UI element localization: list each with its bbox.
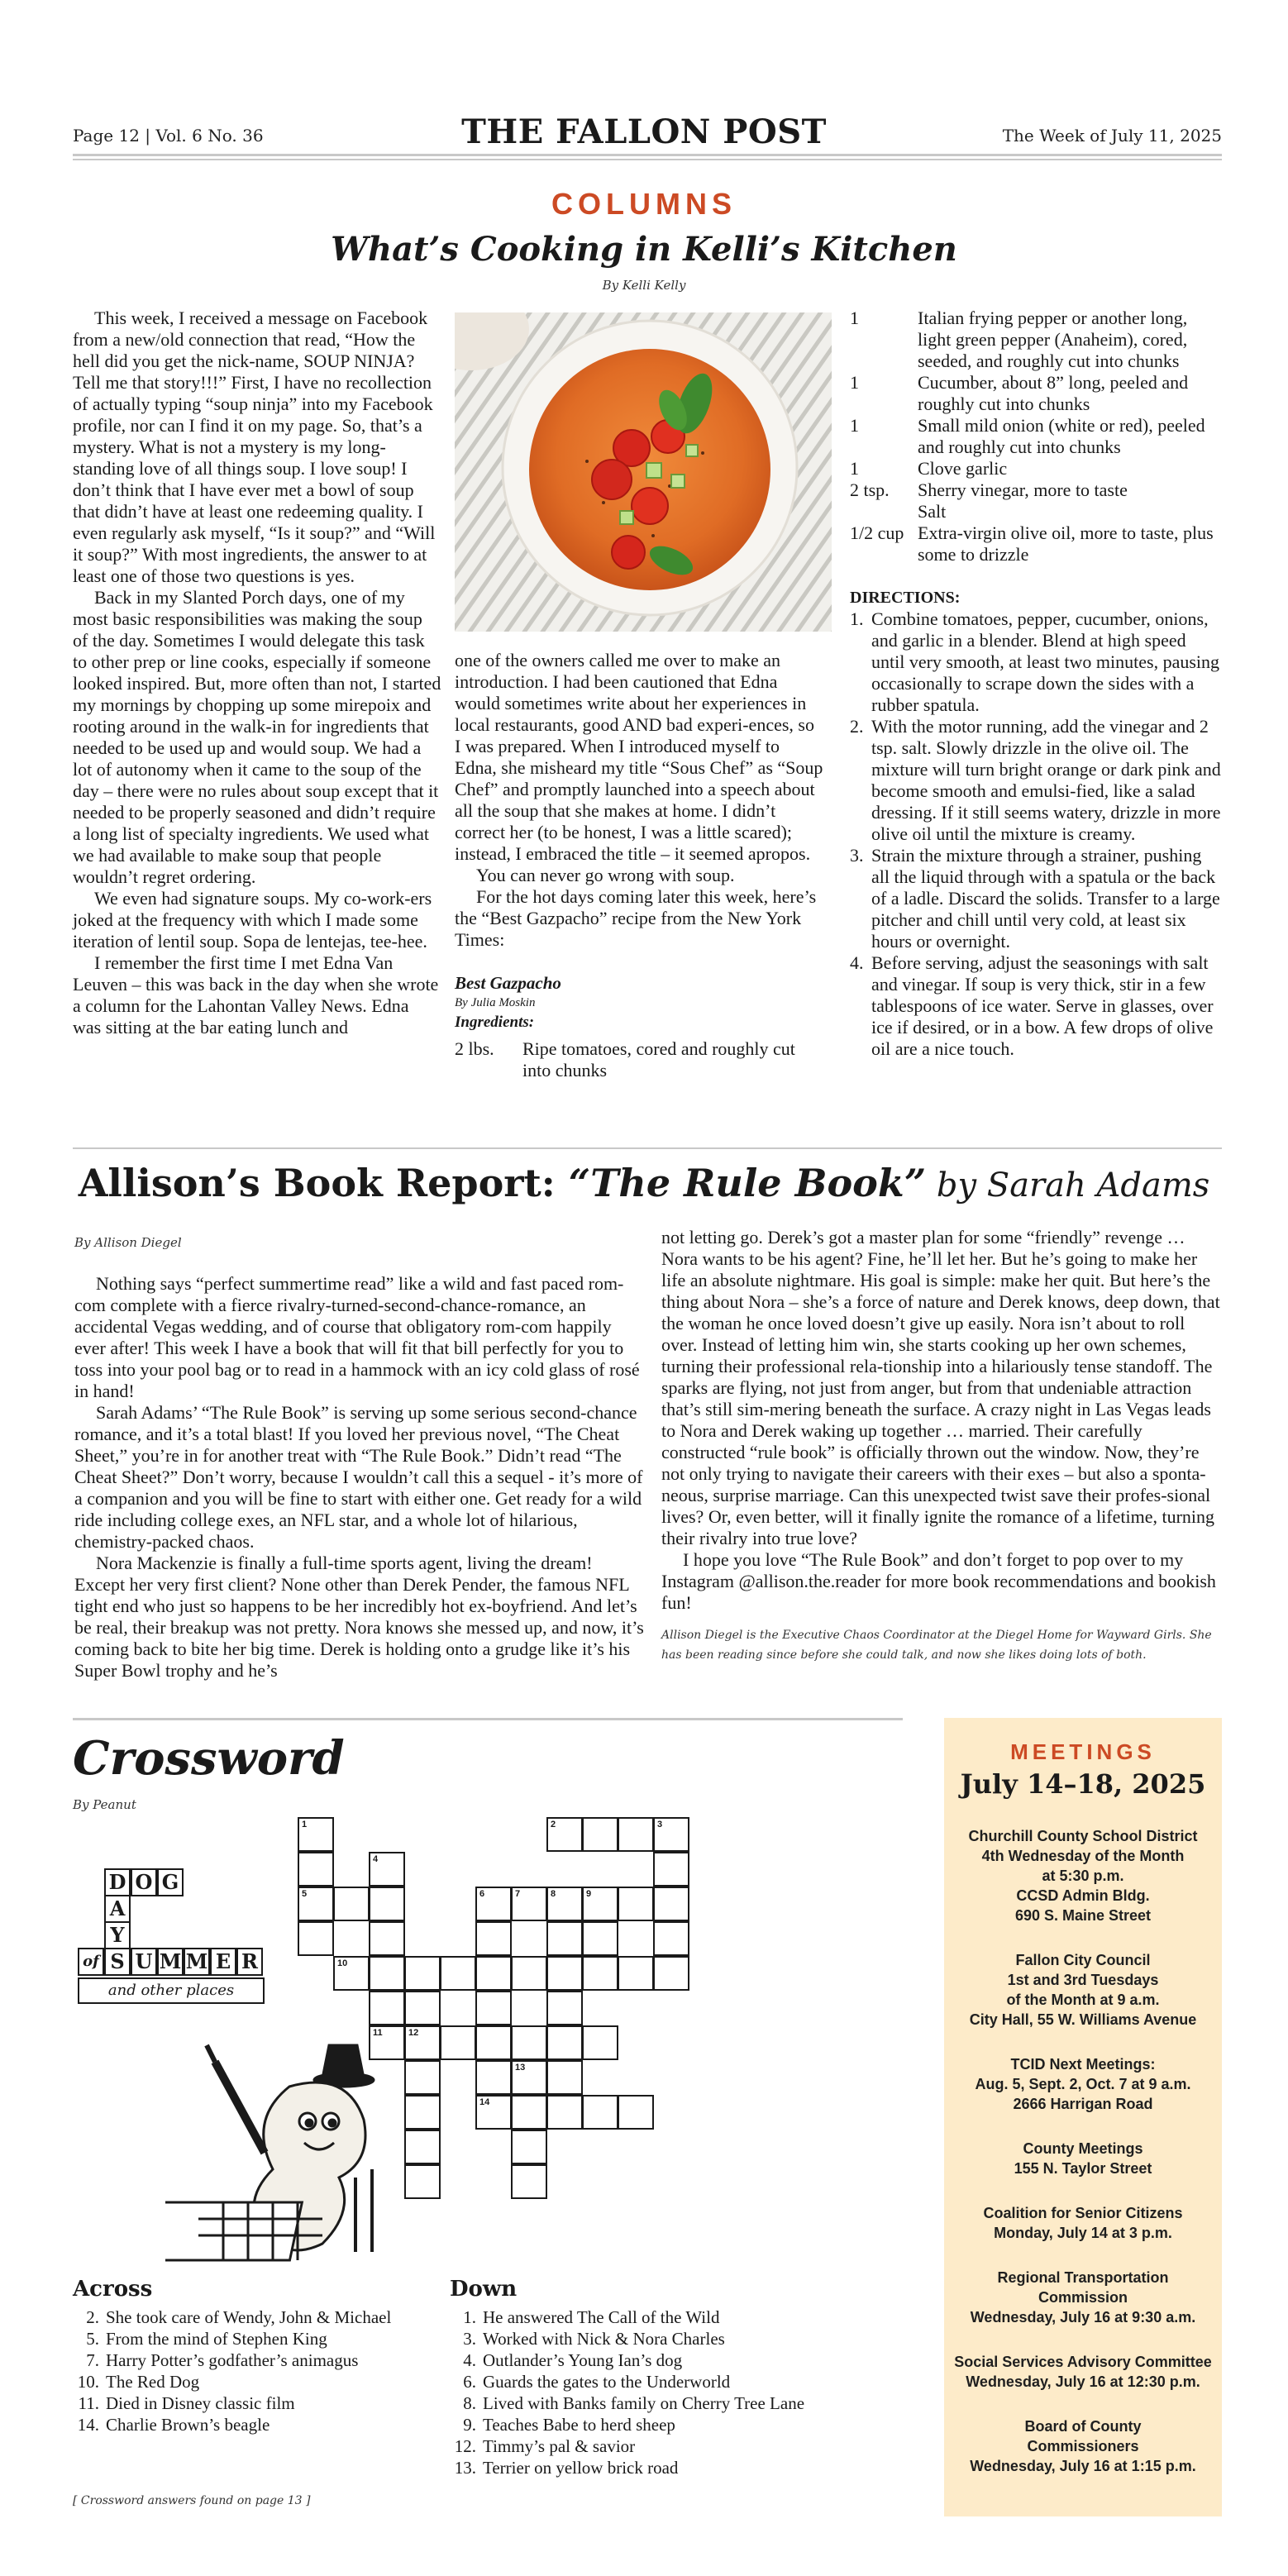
crossword-cell[interactable] xyxy=(369,1887,405,1921)
crossword-cell[interactable] xyxy=(298,1852,334,1887)
crossword-cell[interactable] xyxy=(475,2095,512,2130)
crossword-grid xyxy=(298,1817,909,2227)
crossword-cell[interactable] xyxy=(546,1921,583,1956)
clue-text: Timmy’s pal & savior xyxy=(483,2436,636,2456)
ingredient-item: Sherry vinegar, more to taste xyxy=(918,479,1128,500)
ingredient-qty: 1 xyxy=(850,458,859,479)
clue-number: 3. xyxy=(463,2329,476,2349)
clue-text: Outlander’s Young Ian’s dog xyxy=(483,2350,683,2370)
crossword-cell[interactable] xyxy=(511,2025,547,2060)
crossword-cell[interactable] xyxy=(653,1956,689,1991)
book-report-right xyxy=(661,1227,1224,1665)
direction-step xyxy=(850,952,1224,1060)
meeting-entry xyxy=(944,2054,1222,2114)
crossword-cell[interactable] xyxy=(333,1887,370,1921)
clue-row xyxy=(450,2328,913,2349)
author-bio: Allison Diegel is the Executive Chaos Coordinator at the Diegel Home for Wayward Girls. She has been reading since before she could talk, and now she likes doing lots of both. xyxy=(661,1629,1212,1662)
meeting-entry xyxy=(944,2416,1222,2476)
crossword-cell-number: 13 xyxy=(515,2063,526,2073)
recipe-title: Best Gazpacho xyxy=(455,973,561,993)
crossword-cell-number: 4 xyxy=(373,1854,379,1864)
crossword-cell[interactable] xyxy=(618,1817,654,1852)
crossword-cell[interactable] xyxy=(298,1817,334,1852)
logo-letter: M xyxy=(184,1948,210,1976)
down-heading: Down xyxy=(450,2277,518,2302)
across-clues xyxy=(73,2306,445,2435)
ingredient-item: Salt xyxy=(918,501,947,522)
down-clues xyxy=(450,2306,913,2478)
book-author: by Sarah Adams xyxy=(926,1166,1210,1205)
ingredient-row xyxy=(850,458,1224,479)
across-heading: Across xyxy=(73,2277,153,2302)
clue-row xyxy=(450,2392,913,2414)
crossword-cell[interactable] xyxy=(582,2095,618,2130)
paragraph: I hope you love “The Rule Book” and don’t forget to pop over to my Instagram @allison.the.reader for more book recommendations and bookish fun! xyxy=(661,1549,1216,1613)
clue-text: Guards the gates to the Underworld xyxy=(483,2372,731,2392)
meeting-line: Aug. 5, Sept. 2, Oct. 7 at 9 a.m. xyxy=(975,2076,1191,2092)
recipe-byline: By Julia Moskin xyxy=(455,996,536,1009)
ingredient-qty: 1 xyxy=(850,308,859,328)
column-text-1 xyxy=(73,308,441,1038)
crossword-cell[interactable] xyxy=(582,1921,618,1956)
meeting-line: Fallon City Council xyxy=(1015,1952,1151,1968)
clue-row xyxy=(73,2349,445,2371)
step-number: 3. xyxy=(850,845,864,866)
logo-letter: S xyxy=(104,1948,131,1976)
book-report-byline: By Allison Diegel xyxy=(74,1235,182,1250)
meeting-line: at 5:30 p.m. xyxy=(1042,1868,1124,1884)
clue-text: From the mind of Stephen King xyxy=(106,2329,327,2349)
crossword-cell[interactable] xyxy=(369,1991,405,2025)
meeting-line: Commissioners xyxy=(1027,2438,1139,2454)
crossword-cell-number: 14 xyxy=(479,2097,490,2107)
meeting-line: Board of County xyxy=(1024,2418,1142,2435)
step-number: 4. xyxy=(850,952,864,973)
ingredient-row xyxy=(850,415,1224,458)
meeting-line: Coalition for Senior Citizens xyxy=(983,2205,1183,2221)
logo-tagline: and other places xyxy=(78,1977,265,2004)
paragraph: You can never go wrong with soup. xyxy=(476,865,735,885)
crossword-cell[interactable] xyxy=(369,1956,405,1991)
ingredient-qty: 1 xyxy=(850,415,859,436)
ingredient-item: Clove garlic xyxy=(918,458,1008,479)
answers-note: [ Crossword answers found on page 13 ] xyxy=(73,2494,311,2507)
crossword-cell[interactable] xyxy=(369,1921,405,1956)
meetings-date-range: July 14–18, 2025 xyxy=(960,1768,1206,1800)
crossword-cell[interactable] xyxy=(475,1921,512,1956)
logo-letter: G xyxy=(157,1868,184,1896)
crossword-cell[interactable] xyxy=(546,1991,583,2025)
section-label: COLUMNS xyxy=(551,187,737,221)
crossword-cell[interactable] xyxy=(582,2025,618,2060)
crossword-cell-number: 12 xyxy=(408,2028,419,2038)
clue-text: Terrier on yellow brick road xyxy=(483,2458,679,2478)
masthead-divider xyxy=(73,154,1222,156)
clue-number: 13. xyxy=(454,2458,476,2478)
logo-letter: Y xyxy=(104,1921,131,1949)
paragraph: Nora Mackenzie is finally a full-time sports agent, living the dream! Except her very first client? None other than Derek Pender, the famous NFL tight end who just so happens to be her incredibly hot ex-boyfriend. And let’s be real, their breakup was not pretty. Nora knows she messed up, and now, it’s coming back to bite her big time. Derek is holding onto a grudge like it’s his Super Bowl trophy and he’s xyxy=(74,1553,644,1681)
meeting-entry xyxy=(944,2352,1222,2392)
crossword-cell-number: 5 xyxy=(302,1889,308,1899)
issue-date: The Week of July 11, 2025 xyxy=(1002,126,1222,145)
clue-text: Worked with Nick & Nora Charles xyxy=(483,2329,725,2349)
ingredient-row xyxy=(850,308,1224,372)
crossword-cell[interactable] xyxy=(404,1956,441,1991)
paragraph: For the hot days coming later this week, here’s the “Best Gazpacho” recipe from the New York Times: xyxy=(455,886,817,950)
book-report-title xyxy=(0,1161,1288,1205)
crossword-cell[interactable] xyxy=(475,1956,512,1991)
crossword-cell[interactable] xyxy=(653,1887,689,1921)
step-number: 2. xyxy=(850,716,864,737)
meeting-line: City Hall, 55 W. Williams Avenue xyxy=(969,2011,1197,2028)
clue-number: 2. xyxy=(86,2307,99,2327)
crossword-cell-number: 7 xyxy=(515,1889,521,1899)
meetings-box xyxy=(944,1718,1222,2516)
ingredient-item: Italian frying pepper or another long, light green pepper (Anaheim), cored, seeded, and roughly cut into chunks xyxy=(918,308,1188,371)
column-title: What’s Cooking in Kelli’s Kitchen xyxy=(331,230,957,269)
logo-letter: A xyxy=(104,1895,131,1923)
meetings-label: MEETINGS xyxy=(1010,1739,1156,1764)
crossword-cell[interactable] xyxy=(404,2025,441,2060)
ingredient-row xyxy=(455,1038,823,1081)
newspaper-title: THE FALLON POST xyxy=(461,112,827,151)
ingredient-row xyxy=(850,522,1224,565)
logo-word-of: of xyxy=(78,1948,104,1976)
meeting-line: 4th Wednesday of the Month xyxy=(981,1848,1185,1864)
step-number: 1. xyxy=(850,608,864,629)
crossword-cell[interactable] xyxy=(298,1921,334,1956)
crossword-cell-number: 8 xyxy=(551,1889,556,1899)
clue-row xyxy=(450,2306,913,2328)
ingredient-item: Extra-virgin olive oil, more to taste, plus some to drizzle xyxy=(918,522,1214,565)
crossword-cell-number: 6 xyxy=(479,1889,485,1899)
ingredient-row xyxy=(850,479,1224,501)
meeting-line: Wednesday, July 16 at 1:15 p.m. xyxy=(970,2458,1196,2474)
meetings-list xyxy=(944,1826,1222,2476)
meeting-line: Churchill County School District xyxy=(968,1828,1198,1844)
clue-text: Harry Potter’s godfather’s animagus xyxy=(106,2350,359,2370)
meeting-entry xyxy=(944,2268,1222,2327)
clue-number: 9. xyxy=(463,2415,476,2435)
crossword-cell[interactable] xyxy=(618,2095,654,2130)
book-report-prefix: Allison’s Book Report: xyxy=(78,1161,569,1205)
meeting-line: Commission xyxy=(1038,2289,1128,2306)
ingredient-item: Small mild onion (white or red), peeled and roughly cut into chunks xyxy=(918,415,1205,457)
meeting-line: County Meetings xyxy=(1023,2140,1143,2157)
step-text: Strain the mixture through a strainer, pushing all the liquid through with a spatula or the back of a ladle. Discard the solids. Transfer to a large pitcher and chill until very cold, at least six hours or overnight. xyxy=(871,845,1220,952)
logo-letter: E xyxy=(210,1948,236,1976)
crossword-cell[interactable] xyxy=(618,1956,654,1991)
crossword-cell[interactable] xyxy=(404,2060,441,2095)
meeting-line: Wednesday, July 16 at 12:30 p.m. xyxy=(966,2373,1200,2390)
crossword-cell[interactable] xyxy=(475,2060,512,2095)
crossword-cell[interactable] xyxy=(511,2060,547,2095)
ingredient-qty: 1/2 cup xyxy=(850,522,904,543)
crossword-cell-number: 11 xyxy=(373,2028,383,2038)
crossword-byline: By Peanut xyxy=(73,1797,136,1812)
crossword-cell[interactable] xyxy=(653,1921,689,1956)
crossword-divider xyxy=(73,1718,903,1720)
paragraph: Nothing says “perfect summertime read” like a wild and fast paced rom-com complete with a fierce rivalry-turned-second-chance-romance, an accidental Vegas wedding, and of course that obligatory rom-com happily ever after! This week I have a book that will fit that bill perfectly for you to toss into your pool bag or to read in a hammock with an icy cold glass of rosé in hand! xyxy=(74,1273,640,1401)
ingredient-qty xyxy=(850,501,918,522)
crossword-cell[interactable] xyxy=(475,2025,512,2060)
column-text-3 xyxy=(850,308,1224,1060)
clue-number: 6. xyxy=(463,2372,476,2392)
crossword-cell[interactable] xyxy=(511,1887,547,1921)
clue-number: 1. xyxy=(463,2307,476,2327)
crossword-cell[interactable] xyxy=(404,2095,441,2130)
step-text: Before serving, adjust the seasonings with salt and vinegar. If soup is very thick, stir in a few tablespoons of ice water. Serve in glasses, over ice if desired, or in a bow. A few drops of olive oil are a nice touch. xyxy=(871,952,1214,1059)
crossword-cell[interactable] xyxy=(511,1956,547,1991)
paragraph: one of the owners called me over to make an introduction. I had been cautioned that Edna would sometimes write about her experiences in local restaurants, good AND bad experi-ences, so I was prepared. When I introduced myself to Edna, she misheard my title “Sous Chef” as “Soup Chef” and promptly launched into a speech about all the soup that she makes at home. I didn’t correct her (to be honest, I was a little scared); instead, I embraced the title – it seemed apropos. xyxy=(455,650,823,864)
book-report-left xyxy=(74,1273,645,1682)
clue-row xyxy=(450,2349,913,2371)
crossword-cell[interactable] xyxy=(298,1887,334,1921)
direction-step xyxy=(850,716,1224,845)
clue-text: Teaches Babe to herd sheep xyxy=(483,2415,675,2435)
ingredient-qty: 2 lbs. xyxy=(455,1038,494,1059)
crossword-cell[interactable] xyxy=(546,2060,583,2095)
clue-row xyxy=(450,2414,913,2435)
crossword-cell-number: 2 xyxy=(551,1820,556,1829)
logo-letter: U xyxy=(131,1948,157,1976)
crossword-title: Crossword xyxy=(73,1731,345,1786)
book-title: “The Rule Book” xyxy=(568,1161,927,1205)
directions-label: DIRECTIONS: xyxy=(850,589,961,607)
meeting-line: Social Services Advisory Committee xyxy=(954,2354,1212,2370)
step-text: With the motor running, add the vinegar and 2 tsp. salt. Slowly drizzle in the olive oil. The mixture will turn bright orange or dark pink and become smooth and emulsi-fied, like a salad dressing. If it still seems watery, drizzle in more olive oil until the mixture is creamy. xyxy=(871,716,1221,844)
crossword-cell[interactable] xyxy=(653,1852,689,1887)
meeting-entry xyxy=(944,1950,1222,2030)
crossword-cell[interactable] xyxy=(333,1956,370,1991)
ingredient-row xyxy=(850,501,1224,522)
crossword-cell[interactable] xyxy=(582,1887,618,1921)
column-byline: By Kelli Kelly xyxy=(602,278,686,293)
crossword-cell[interactable] xyxy=(546,2025,583,2060)
clue-number: 10. xyxy=(77,2372,99,2392)
meeting-line: Wednesday, July 16 at 9:30 a.m. xyxy=(970,2309,1196,2326)
clue-text: The Red Dog xyxy=(106,2372,200,2392)
ingredient-qty: 2 tsp. xyxy=(850,479,890,500)
crossword-cell-number: 3 xyxy=(657,1820,663,1829)
clue-row xyxy=(73,2306,445,2328)
clue-row xyxy=(450,2435,913,2457)
clue-row xyxy=(73,2328,445,2349)
crossword-cell-number: 1 xyxy=(302,1820,308,1829)
clue-number: 4. xyxy=(463,2350,476,2370)
crossword-cell-number: 10 xyxy=(337,1958,348,1968)
crossword-cell[interactable] xyxy=(404,2130,441,2164)
page-info: Page 12 | Vol. 6 No. 36 xyxy=(73,126,264,145)
paragraph: not letting go. Derek’s got a master plan for some “friendly” revenge … Nora wants to be his agent? Fine, he’ll let her. But he’s going to make her life an absolute nightmare. His goal is simple: make her quit. But here’s the thing about Nora – she’s a force of nature and Derek knows, deep down, that the woman he once loved doesn’t give up easily. Nora isn’t about to roll over. Instead of letting him win, she starts cooking up her own schemes, turning their professional rela-tionship into a hilariously tense standoff. The sparks are flying, not just from anger, but from that undeniable attraction that’s still sim-mering beneath the surface. A crazy night in Las Vegas leads to Nora and Derek waking up together … married. Their carefully constructed “rule book” is officially thrown out the window. Now, they’re not only trying to navigate their careers with their exes – but also a sponta-neous, surprise marriage. Can this unexpected twist save their profes-sional lives? Or, even better, will it finally ignite the romance of a lifetime, turning their rivalry into true love? xyxy=(661,1227,1220,1548)
dog-days-logo xyxy=(74,1865,273,2030)
direction-step xyxy=(850,608,1224,716)
meeting-line: 2666 Harrigan Road xyxy=(1013,2096,1153,2112)
crossword-cell[interactable] xyxy=(404,1991,441,2025)
masthead-divider-thin xyxy=(73,159,1222,160)
meeting-entry xyxy=(944,2203,1222,2243)
clue-number: 12. xyxy=(454,2436,476,2456)
clue-text: He answered The Call of the Wild xyxy=(483,2307,720,2327)
crossword-cell[interactable] xyxy=(475,1887,512,1921)
clue-row xyxy=(73,2371,445,2392)
ingredient-qty: 1 xyxy=(850,372,859,393)
meeting-line: CCSD Admin Bldg. xyxy=(1016,1887,1150,1904)
ingredient-item: Cucumber, about 8” long, peeled and roughly cut into chunks xyxy=(918,372,1189,414)
clue-number: 14. xyxy=(77,2415,99,2435)
clue-text: Charlie Brown’s beagle xyxy=(106,2415,270,2435)
crossword-cell[interactable] xyxy=(546,1817,583,1852)
crossword-cell[interactable] xyxy=(440,1956,476,1991)
ingredients-label: Ingredients: xyxy=(455,1014,535,1031)
logo-letter: O xyxy=(131,1868,157,1896)
meeting-line: of the Month at 9 a.m. xyxy=(1006,1992,1160,2008)
crossword-cell[interactable] xyxy=(511,2130,547,2164)
gazpacho-photo xyxy=(455,312,832,632)
clue-text: She took care of Wendy, John & Michael xyxy=(106,2307,392,2327)
clue-number: 5. xyxy=(86,2329,99,2349)
crossword-cell[interactable] xyxy=(369,1852,405,1887)
logo-letter: M xyxy=(157,1948,184,1976)
meeting-line: Regional Transportation xyxy=(997,2269,1169,2286)
column-text-2 xyxy=(455,650,823,1081)
meeting-line: Monday, July 14 at 3 p.m. xyxy=(994,2225,1172,2241)
clue-text: Lived with Banks family on Cherry Tree Lane xyxy=(483,2393,805,2413)
crossword-cell-number: 9 xyxy=(586,1889,592,1899)
meeting-line: 1st and 3rd Tuesdays xyxy=(1007,1972,1159,1988)
crossword-cell[interactable] xyxy=(582,1817,618,1852)
crossword-cell[interactable] xyxy=(511,2164,547,2199)
clue-number: 11. xyxy=(78,2393,99,2413)
meeting-entry xyxy=(944,1826,1222,1925)
clue-row xyxy=(73,2414,445,2435)
meeting-line: 155 N. Taylor Street xyxy=(1014,2160,1152,2177)
crossword-cell[interactable] xyxy=(369,2025,405,2060)
crossword-cell[interactable] xyxy=(475,1991,512,2025)
meeting-entry xyxy=(944,2139,1222,2178)
clue-row xyxy=(450,2371,913,2392)
logo-letter: D xyxy=(104,1868,131,1896)
step-text: Combine tomatoes, pepper, cucumber, onions, and garlic in a blender. Blend at high speed until very smooth, at least two minutes, pausing occasionally to scrape down the sides with a rubber spatula. xyxy=(871,608,1220,715)
ingredient-row xyxy=(850,372,1224,415)
clue-row xyxy=(450,2457,913,2478)
paragraph: Back in my Slanted Porch days, one of my most basic responsibilities was making the soup of the day. Sometimes I would delegate this task to other prep or line cooks, especially if someone looked inspired. But, more often than not, I started my mornings by chopping up some mirepoix and rooting around in the walk-in for ingredients that needed to be used up and would soup. We had a lot of autonomy when it came to the soup of the day – there were no rules about soup except that it needed to be properly seasoned and didn’t require a long list of specialty ingredients. We used what we had available to make soup that people wouldn’t regret ordering. xyxy=(73,587,441,887)
crossword-cell[interactable] xyxy=(653,1817,689,1852)
crossword-cell[interactable] xyxy=(511,2095,547,2130)
direction-step xyxy=(850,845,1224,952)
clue-number: 7. xyxy=(86,2350,99,2370)
section-divider xyxy=(73,1147,1222,1149)
crossword-cell[interactable] xyxy=(582,1956,618,1991)
paragraph: I remember the first time I met Edna Van Leuven – this was back in the day when she wrote a column for the Lahontan Valley News. Edna was sitting at the bar eating lunch and xyxy=(73,952,439,1038)
paragraph: We even had signature soups. My co-work-ers joked at the frequency with which I made some iteration of lentil soup. Sopa de lentejas, tee-hee. xyxy=(73,888,432,952)
logo-letter: R xyxy=(236,1948,263,1976)
crossword-cell[interactable] xyxy=(546,2095,583,2130)
paragraph: This week, I received a message on Facebook from a new/old connection that read, “How the hell did you get the nick-name, SOUP NINJA? Tell me that story!!!” First, I have no recollection of actually typing “soup ninja” into my Facebook profile, nor can I find it on my page. So, that’s a mystery. What is not a mystery is my long-standing love of all things soup. I love soup! I don’t think that I have ever met a bowl of soup that didn’t have at least one redeeming quality. I even regularly ask myself, “Is it soup?” and “Will it soup?” With most ingredients, the answer to at least one of those two questions is yes. xyxy=(73,308,436,586)
crossword-cell[interactable] xyxy=(440,2025,476,2060)
crossword-cell[interactable] xyxy=(546,1956,583,1991)
clue-text: Died in Disney classic film xyxy=(106,2393,295,2413)
paragraph: Sarah Adams’ “The Rule Book” is serving up some serious second-chance romance, and it’s a total blast! If you loved her previous novel, “The Cheat Sheet,” you’re in for another treat with “The Rule Book.” Didn’t read “The Cheat Sheet?” Don’t worry, because I wouldn’t call this a sequel - it’s more of a companion and you will be fine to start with either one. Get ready for a wild ride including college exes, an NFL star, and a whole lot of hilarious, chemistry-packed chaos. xyxy=(74,1402,643,1552)
crossword-cell[interactable] xyxy=(546,1887,583,1921)
meeting-line: 690 S. Maine Street xyxy=(1014,1907,1152,1924)
clue-number: 8. xyxy=(463,2393,476,2413)
meeting-line: TCID Next Meetings: xyxy=(1010,2056,1156,2073)
ingredient-item: Ripe tomatoes, cored and roughly cut into chunks xyxy=(522,1038,795,1080)
clue-row xyxy=(73,2392,445,2414)
gazpacho-illustration xyxy=(455,312,832,632)
crossword-cell[interactable] xyxy=(618,1887,654,1921)
crossword-cell[interactable] xyxy=(404,2164,441,2199)
